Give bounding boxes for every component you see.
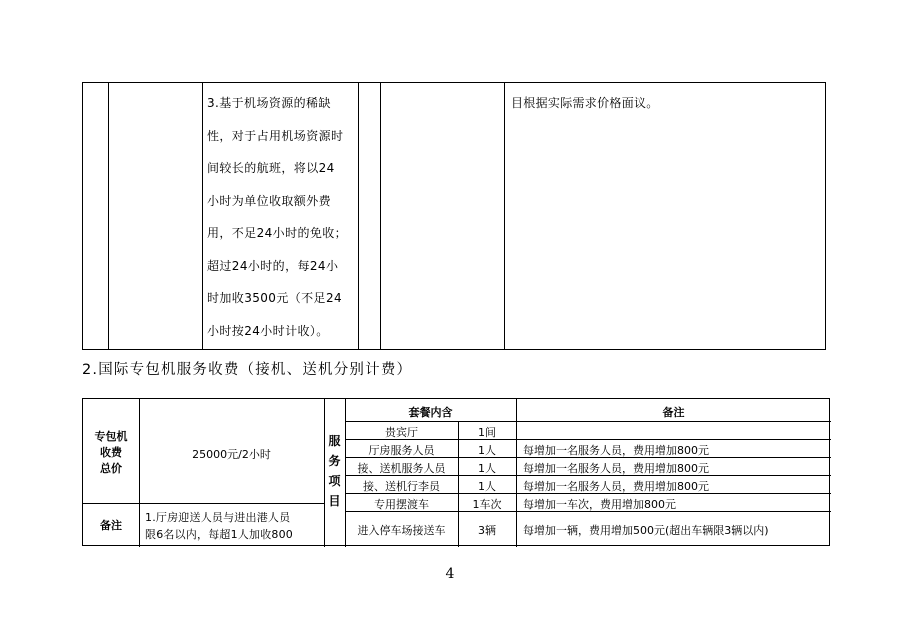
row-divider bbox=[345, 421, 831, 422]
label-line: 专包机 bbox=[94, 430, 128, 443]
package-header: 套餐内含 bbox=[408, 406, 453, 419]
package-item: 接、送机服务人员 bbox=[357, 462, 446, 475]
package-remark: 每增加一名服务人员，费用增加800元 bbox=[523, 480, 709, 493]
clause-line: 间较长的航班，将以24 bbox=[207, 161, 335, 175]
label-char: 务 bbox=[328, 454, 341, 468]
clause-line: 小时为单位收取额外费 bbox=[207, 193, 332, 208]
column-divider bbox=[504, 83, 505, 349]
package-qty: 1车次 bbox=[472, 498, 502, 511]
notes-text bbox=[145, 509, 293, 543]
package-remark: 每增加一车次，费用增加800元 bbox=[523, 498, 676, 511]
package-qty: 1间 bbox=[478, 426, 496, 439]
section-heading: 2.国际专包机服务收费（接机、送机分别计费） bbox=[82, 362, 413, 378]
package-item: 接、送机行李员 bbox=[363, 480, 440, 493]
package-qty: 1人 bbox=[478, 444, 496, 457]
price-negotiation-note: 目根据实际需求价格面议。 bbox=[511, 96, 659, 110]
label-line: 总价 bbox=[100, 462, 122, 475]
label-line: 收费 bbox=[100, 446, 122, 459]
package-remark: 每增加一辆，费用增加500元(超出车辆限3辆以内) bbox=[523, 524, 769, 537]
label-char: 目 bbox=[328, 494, 341, 508]
clause-line: 时加收3500元（不足24 bbox=[207, 291, 343, 305]
package-item: 贵宾厅 bbox=[385, 426, 418, 439]
total-price-value: 25000元/2小时 bbox=[192, 448, 271, 461]
clause-line: 用，不足24小时的免收； bbox=[207, 226, 348, 240]
package-item: 专用摆渡车 bbox=[374, 498, 429, 511]
page-number: 4 bbox=[445, 566, 455, 582]
label-char: 项 bbox=[328, 474, 341, 488]
notes-label: 备注 bbox=[100, 519, 122, 532]
column-divider bbox=[380, 83, 381, 349]
clause-line: 超过24小时的，每24小 bbox=[207, 258, 339, 273]
package-qty: 3辆 bbox=[478, 524, 496, 537]
notes-line: 限6名以内，每超1人加收800 bbox=[145, 528, 293, 541]
clause-line: 3.基于机场资源的稀缺 bbox=[207, 96, 331, 110]
package-item: 厅房服务人员 bbox=[368, 444, 435, 457]
column-divider bbox=[202, 83, 203, 349]
row-divider bbox=[83, 503, 324, 504]
package-qty: 1人 bbox=[478, 462, 496, 475]
fee-table-continued bbox=[82, 82, 826, 350]
remarks-header: 备注 bbox=[662, 406, 685, 419]
label-char: 服 bbox=[328, 434, 341, 448]
total-price-label bbox=[83, 429, 139, 477]
column-divider bbox=[139, 399, 140, 547]
clause-line: 性，对于占用机场资源时 bbox=[207, 128, 344, 143]
package-item: 进入停车场接送车 bbox=[357, 524, 446, 537]
column-divider bbox=[108, 83, 109, 349]
clause-line: 小时按24小时计收）。 bbox=[207, 323, 329, 338]
resource-fee-clause bbox=[207, 87, 353, 347]
package-remark: 每增加一名服务人员，费用增加800元 bbox=[523, 444, 709, 457]
service-items-label bbox=[324, 431, 345, 511]
package-qty: 1人 bbox=[478, 480, 496, 493]
notes-line: 1.厅房迎送人员与进出港人员 bbox=[145, 511, 291, 524]
column-divider bbox=[358, 83, 359, 349]
package-remark: 每增加一名服务人员，费用增加800元 bbox=[523, 462, 709, 475]
charter-fee-table bbox=[82, 398, 830, 546]
